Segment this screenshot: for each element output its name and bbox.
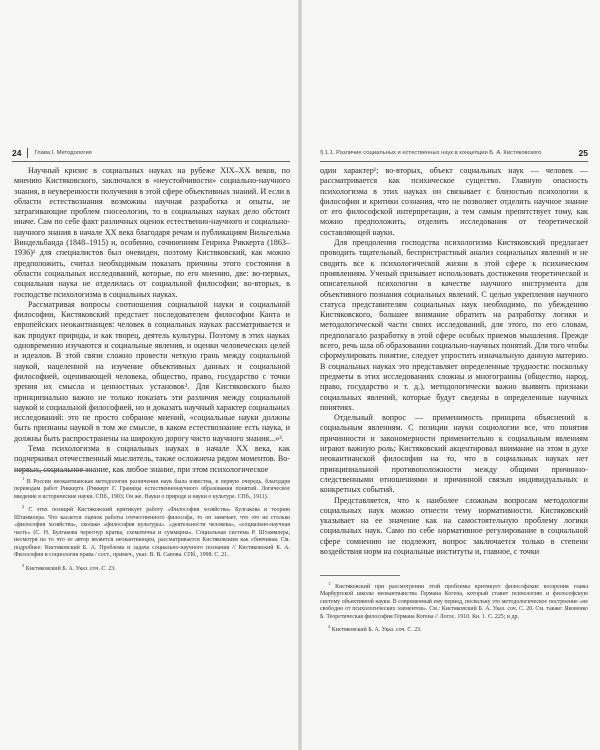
left-body-text [14,166,290,475]
paragraph: Рассматривая вопросы соотношения социальной науки и социальной философии, Кистяковский предстает последователем философии Канта и европейских неокантианцев: человек в социальных науках рассматривается и как продукт природы, и как творец, деятель культуры. Поэтому в этих науках одновременно изучаются и социальные явления, и оценки человеческих целей и идеалов. В этой связи сложно провести четкую грань между социальной наукой, нацеленной на изучение объективных данных и социальной философией, оценивающей человека, общество, право, государство с точки зрения их смысла и ценностных установок². Для Кистяковского было принципиально важно не только показать эти различия между социальной наукой и социальной философией, но и доказать научный характер социальных исследований: это не просто собрание мнений, «социальные науки должны быть признаны наукой в том же смысле, в каком естествознание есть наука, и должны быть распространены на широкую дорогу чисто научного знания...»³. [14,299,290,443]
footnote [14,562,290,573]
footnote-rule [14,470,94,471]
right-page-header [320,146,588,160]
footnote [14,475,290,501]
footnote-text: Кистяковский Б. А. Указ. соч. С. 23. [25,565,116,572]
page-number-right: 25 [578,148,588,158]
header-rule [320,161,588,162]
page-number-left: 24 [12,148,22,158]
paragraph: один характер¹; во-вторых, объект социальных наук — человек — рассматривается как психическое существо. Главную опасность психологизма в этих науках он связывает с близостью психологии к философии и критики сознания, что не позволяет отделить научное знание от его философской интерпретации, а тем самым препятствует тому, как можно предположить, отделить исследования от теоретической составляющей науки. [320,166,588,237]
footnote-mark: 1 [328,581,331,586]
header-rule [12,161,290,162]
right-page [302,0,600,750]
running-head-right: § 1.1. Различие социальных и естественных наук в концепции Б. А. Кистяковского [320,150,542,156]
header-separator [27,148,28,158]
footnote [14,503,290,559]
left-footnotes [14,475,290,575]
footnote [320,623,588,634]
footnote-text: С этих позиций Кистяковский критикует работу «Философия хозяйства» Булгакова и теорию Штаммлера. Что касается оценок работы отечественного философа, то он замечает, что это не столько «философия хозяйства», сколько «философия культуры». «деятельности человека», «социально-научная часть» (С. Н. Булгакова чересчур кратка, схематична и суммарна». Социальная система Р. Штаммлера, несмотря на то что ее автор является неокантианцем, рассматривается Кистяковским как сбивчивая. См. подробнее: Кистяковский Б. А. Проблема и задача социально-научного познания // Кистяковский Б. А. Философия и социология права / сост., примеч., указ. В. В. Сапова. СПб., 1998. С. 21. [14,507,290,559]
footnote [320,580,588,621]
paragraph: Тема психологизма в социальных науках в начале XX века, как подчеркивал отечественный мыслитель, также осложнена рядом моментов. Во-первых, социальное знание, как любое знание, при этом психологическое [14,444,290,474]
footnote-text: Кистяковский Б. А. Указ. соч. С. 23. [331,627,422,634]
paragraph: Представляется, что к наиболее сложным вопросам методологии социальных наук можно отнести тему нормативности. Кистяковский указывает на ее значение как на самостоятельную проблему логики социальных наук. Само по себе нормативное регулирование в социальной сфере сомнению не подлежит, вопрос заключается только в степени воздействия норм на социальные институты и, главное, с точки [320,495,588,556]
right-body-text [320,166,588,557]
paragraph: Для преодоления господства психологизма Кистяковский предлагает проводить тщательный, беспристрастный анализ социальных явлений и не сводить все к психологической жизни в этой сфере к психическим проявлениям. Ученый призывает использовать достижения теоретической и описательной психологии в качестве научного инструмента для объективного познания социальных явлений. С целью укрепления научного статуса представителям социальных наук необходимо, по убеждению Кистяковского, большее внимание обратить на разработку логики и методологической части своих исследований, для этого, по его словам, предполагало разработку в этой сфере особых приемов мышления. Прежде всего, речь шла об образовании социально-научных понятий. Для того чтобы сформулировать понятие, следует упростить изначальную данную материю. В социальных науках это представляет определенные трудности: поскольку предметы в этих исследованиях сложны и многогранны (общество, народ, право, государство и т. д.), методологически важно выявить признаки социальных явлений, которые будут сведены в определенные научных понятиях. [320,238,588,412]
footnote-mark: 2 [22,504,25,510]
footnote-text: Кистяковский при рассмотрении этой проблемы критикует философские воззрения главы Марбургской школы неокантианства Германа Когена, который ставит психологию и философскую систему объективной науки. В современный ему период, поскольку это методологическое построение «не свободно от психологических элементов». См.: Кистяковский Б. А. Указ. соч. С. 20. См. также: Яковенко Б. Теоретическая философия Германа Когена // Логос. 1910. Кн. 1. С. 225; и др. [320,583,588,620]
footnote-rule [320,575,400,576]
running-head-left: Глава I. Методология [34,150,92,156]
left-page-header [12,146,290,160]
left-page [0,0,298,750]
right-footnotes [320,580,588,637]
paragraph: Отдельный вопрос — применимость принципа объяснений к социальным явлениям. С позиции науки социологии все, что понятия причинности и закономерности применительно к социальным явлениям играют важную роль; Кистяковский акцентировал внимание на этом в духе неокантианской философии на то, что в социальных науках нет принципиальной противоположности между общими причинно-следственными отношениями и причинной связью индивидуальных и конкретных событий. [320,413,588,495]
footnote-mark: 1 [22,476,25,481]
footnote-text: В России неокантианская методология различения наук была известна, в первую очередь, благодаря переводам работ Риккерта (Риккерт Г. Границы естественнонаучного образования понятий. Логическое введение в исторические науки. СПб., 1903; Он же. Науки о природе и науки о культуре. СПб., 1911). [14,478,290,500]
footnote-mark: 3 [22,562,25,568]
paragraph: Научный кризис в социальных науках на рубеже XIX–XX веков, по мнению Кистяковского, заключался в «неустойчивости» социально-научного знания, в неуверенности получения в этой сфере объективных знаний. И если в области естествознания возможны научная разработка и опыты, не затрагивающие проблем гносеологии, то в социальных науках дело обстоит иначе. Сам по себе факт различных оценок естественно-научного и социально-научного знания в начале XX века благодаря речам и публикациям Вильгельма Виндельбанда (1848–1915) и, особенно, сочинениям Генриха Риккерта (1863–1936)¹ для специалистов был очевиден, поэтому Кистяковский, как можно предположить, считал необходимым показать причины этого состояния в области социальных исследований, которые, по его мнению, две: во-первых, социальная наука не отделилась от социальной философии; во-вторых, в господстве психологизма в социальных науках. [14,166,290,299]
footnote-mark: 2 [328,624,331,630]
